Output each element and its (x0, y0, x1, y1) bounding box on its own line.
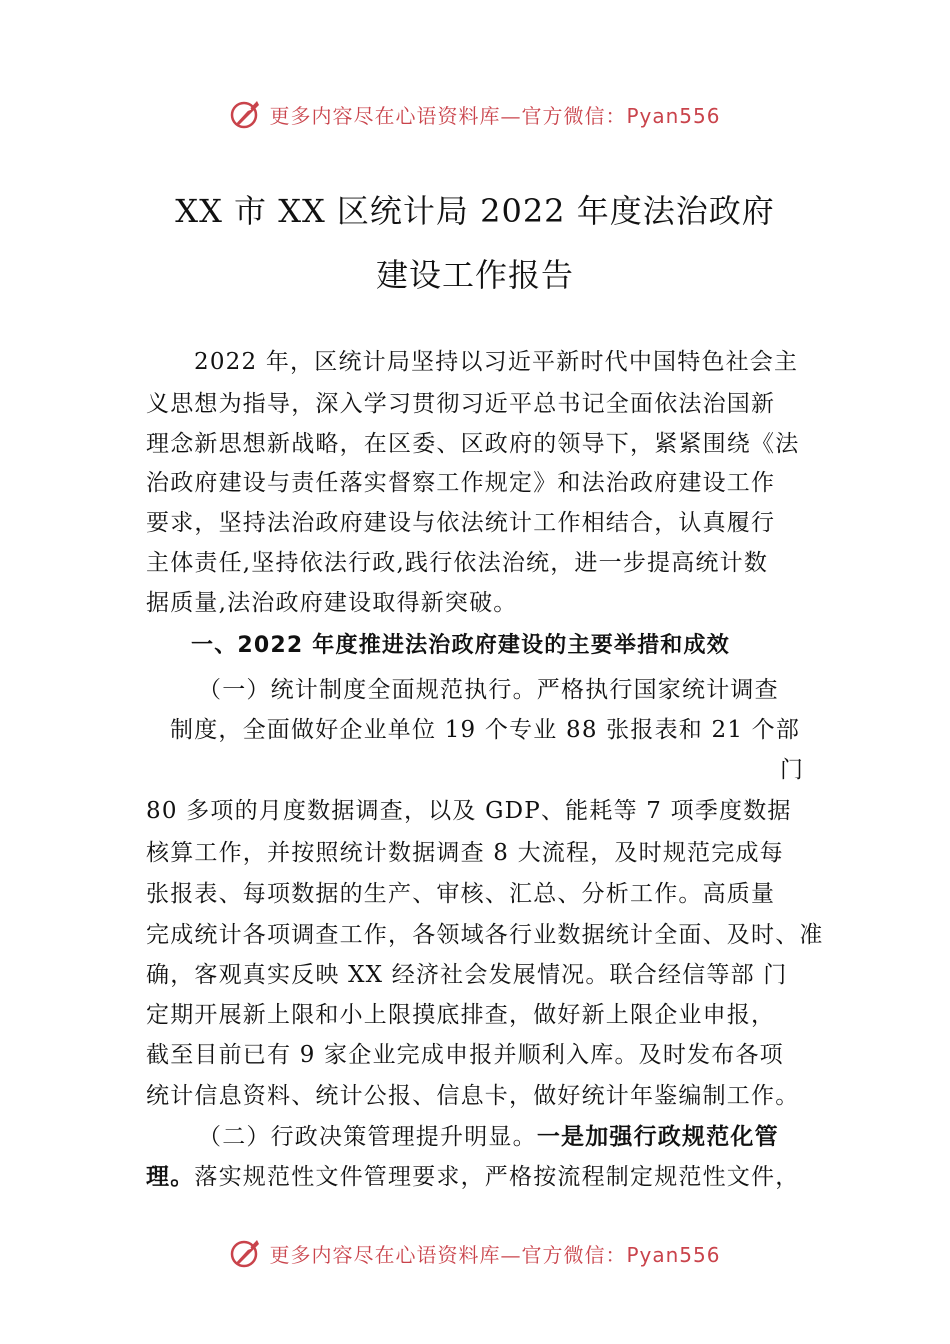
paragraph-3-bold-phrase: 理。 (146, 1163, 195, 1190)
paragraph-2-line: 定期开展新上限和小上限摸底排查，做好新上限企业申报， (146, 1002, 776, 1028)
paragraph-1-line: 义思想为指导，深入学习贯彻习近平总书记全面依法治国新 (146, 391, 776, 417)
watermark-banner-bottom (0, 1233, 950, 1273)
paragraph-1-line: 据质量,法治政府建设取得新突破。 (146, 590, 518, 616)
watermark-banner-top (0, 94, 950, 134)
paragraph-2-line: 张报表、每项数据的生产、审核、汇总、分析工作。高质量 (146, 881, 776, 907)
quill-logo-icon (229, 1236, 263, 1270)
paragraph-2-line: （一）统计制度全面规范执行。严格执行国家统计调查 (198, 677, 779, 703)
paragraph-1-line: 治政府建设与责任落实督察工作规定》和法治政府建设工作 (146, 470, 776, 496)
paragraph-3-line (146, 1162, 799, 1192)
paragraph-2-line: 确，客观真实反映 XX 经济社会发展情况。联合经信等部 门 (146, 962, 788, 988)
paragraph-3-line (198, 1122, 779, 1152)
paragraph-2-line: 核算工作，并按照统计数据调查 8 大流程，及时规范完成每 (146, 840, 784, 866)
paragraph-3-text: 落实规范性文件管理要求，严格按流程制定规范性文件， (194, 1164, 800, 1190)
paragraph-3-bold-phrase: 一是加强行政规范化管 (536, 1123, 779, 1150)
paragraph-2-line: 门 (780, 757, 805, 783)
paragraph-2-line: 统计信息资料、统计公报、信息卡，做好统计年鉴编制工作。 (146, 1083, 800, 1109)
watermark-text: 更多内容尽在心语资料库—官方微信：Pyan556 (269, 103, 721, 128)
quill-logo-icon (229, 97, 263, 131)
document-title-line-1: XX 市 XX 区统计局 2022 年度法治政府 (175, 192, 775, 230)
section-heading-1: 一、2022 年度推进法治政府建设的主要举措和成效 (191, 633, 730, 658)
paragraph-2-line: 制度，全面做好企业单位 19 个专业 88 张报表和 21 个部 (170, 717, 801, 743)
paragraph-2-line: 截至目前已有 9 家企业完成申报并顺利入库。及时发布各项 (146, 1042, 784, 1068)
watermark-text: 更多内容尽在心语资料库—官方微信：Pyan556 (269, 1242, 721, 1267)
document-title-line-2: 建设工作报告 (375, 256, 574, 294)
paragraph-1-line: 2022 年，区统计局坚持以习近平新时代中国特色社会主 (194, 349, 799, 375)
paragraph-2-line: 80 多项的月度数据调查，以及 GDP、能耗等 7 项季度数据 (146, 798, 792, 824)
paragraph-2-line: 完成统计各项调查工作，各领域各行业数据统计全面、及时、准 (146, 922, 824, 948)
paragraph-1-line: 理念新思想新战略，在区委、区政府的领导下，紧紧围绕《法 (146, 431, 800, 457)
paragraph-1-line: 要求，坚持法治政府建设与依法统计工作相结合，认真履行 (146, 510, 776, 536)
paragraph-3-lead: （二）行政决策管理提升明显。 (198, 1124, 537, 1150)
paragraph-1-line: 主体责任,坚持依法行政,践行依法治统，进一步提高统计数 (146, 550, 769, 576)
